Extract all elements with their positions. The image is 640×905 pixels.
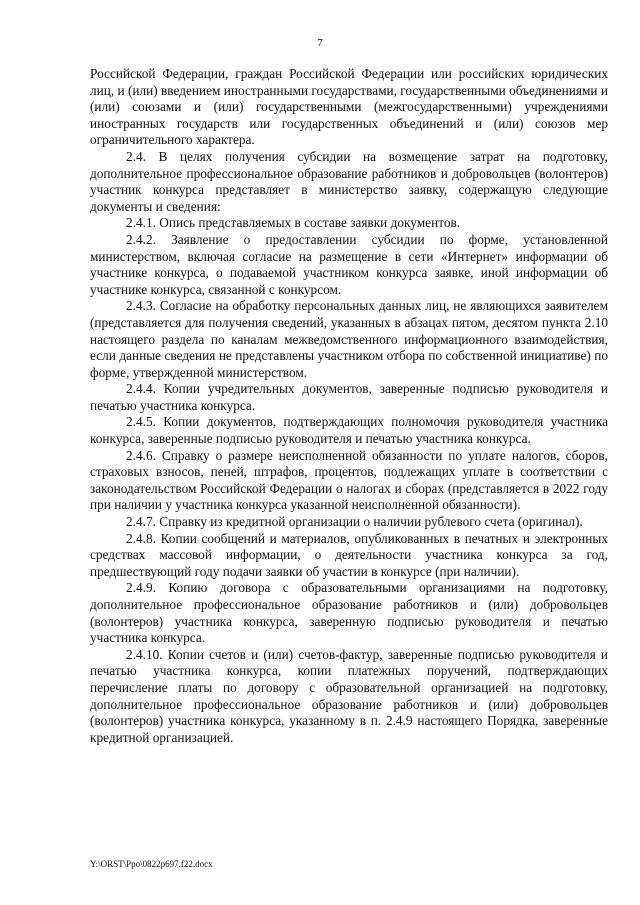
paragraph-2-4-5: 2.4.5. Копии документов, подтверждающих полномочия руководителя участника конкурса, заверенные подписью руководителя и печатью участника конкурса. xyxy=(90,414,608,447)
paragraph-2-4-6: 2.4.6. Справку о размере неисполненной обязанности по уплате налогов, сборов, страховых взносов, пеней, штрафов, процентов, подлежащих уплате в соответствии с законодательством Российской Федерации о налогах и сборах (представляется в 2022 году при наличии у участника конкурса указанной неисполненной обязанности). xyxy=(90,447,608,513)
paragraph-2-4-3: 2.4.3. Согласие на обработку персональных данных лиц, не являющихся заявителем (представляется для получения сведений, указанных в абзацах пятом, десятом пункта 2.10 настоящего раздела по каналам межведомственного информационного взаимодействия, если данные сведения не представлены участником отбора по собственной инициативе) по форме, утвержденной министерством. xyxy=(90,298,608,380)
paragraph-2-4-2: 2.4.2. Заявление о предоставлении субсидии по форме, установленной министерством, включая согласие на размещение в сети «Интернет» информации об участнике конкурса, о подаваемой участником конкурса заявке, иной информации об участнике конкурса, связанной с конкурсом. xyxy=(90,231,608,297)
paragraph-2-4-1: 2.4.1. Опись представляемых в составе заявки документов. xyxy=(126,215,461,231)
paragraph-2-4-4: 2.4.4. Копии учредительных документов, заверенные подписью руководителя и печатью участника конкурса. xyxy=(90,381,608,413)
paragraph-2-4-7: 2.4.7. Справку из кредитной организации о наличии рублевого счета (оригинал). xyxy=(126,514,583,530)
paragraph-2-4: 2.4. В целях получения субсидии на возмещение затрат на подготовку, дополнительное профессиональное образование работников и добровольцев (волонтеров) участник конкурса представляет в министерство заявку, содержащую следующие документы и сведения: xyxy=(90,148,608,214)
footer-file-path: Y:\ORST\Ppo\0822p697.f22.docx xyxy=(90,859,213,869)
paragraph-2-4-8: 2.4.8. Копии сообщений и материалов, опубликованных в печатных и электронных средствах массовой информации, о деятельности участника конкурса за год, предшествующий году подачи заявки об участии в конкурсе (при наличии). xyxy=(90,530,608,579)
paragraph-2-4-9: 2.4.9. Копию договора с образовательными организациями на подготовку, дополнительное профессиональное образование работников и (или) добровольцев (волонтеров) участника конкурса, заверенную подписью руководителя и печатью участника конкурса. xyxy=(90,580,608,646)
page-number: 7 xyxy=(317,37,323,49)
paragraph-2-4-10: 2.4.10. Копии счетов и (или) счетов-фактур, заверенные подписью руководителя и печатью участника конкурса, копии платежных поручений, подтверждающих перечисление платы по договору с образовательной организацией на подготовку, дополнительное профессиональное образование работников и (или) добровольцев (волонтеров) участника конкурса, указанному в п. 2.4.9 настоящего Порядка, заверенные кредитной организацией. xyxy=(90,646,608,745)
document-body xyxy=(90,66,608,746)
paragraph-continuation: Российской Федерации, граждан Российской Федерации или российских юридических лиц, и (или) введением иностранными государствами, государственными объединениями и (или) союзами и (или) государственными (межгосударственными) учреждениями иностранных государств или государственных объединений и (или) союзов мер ограничительного характера. xyxy=(90,66,608,148)
